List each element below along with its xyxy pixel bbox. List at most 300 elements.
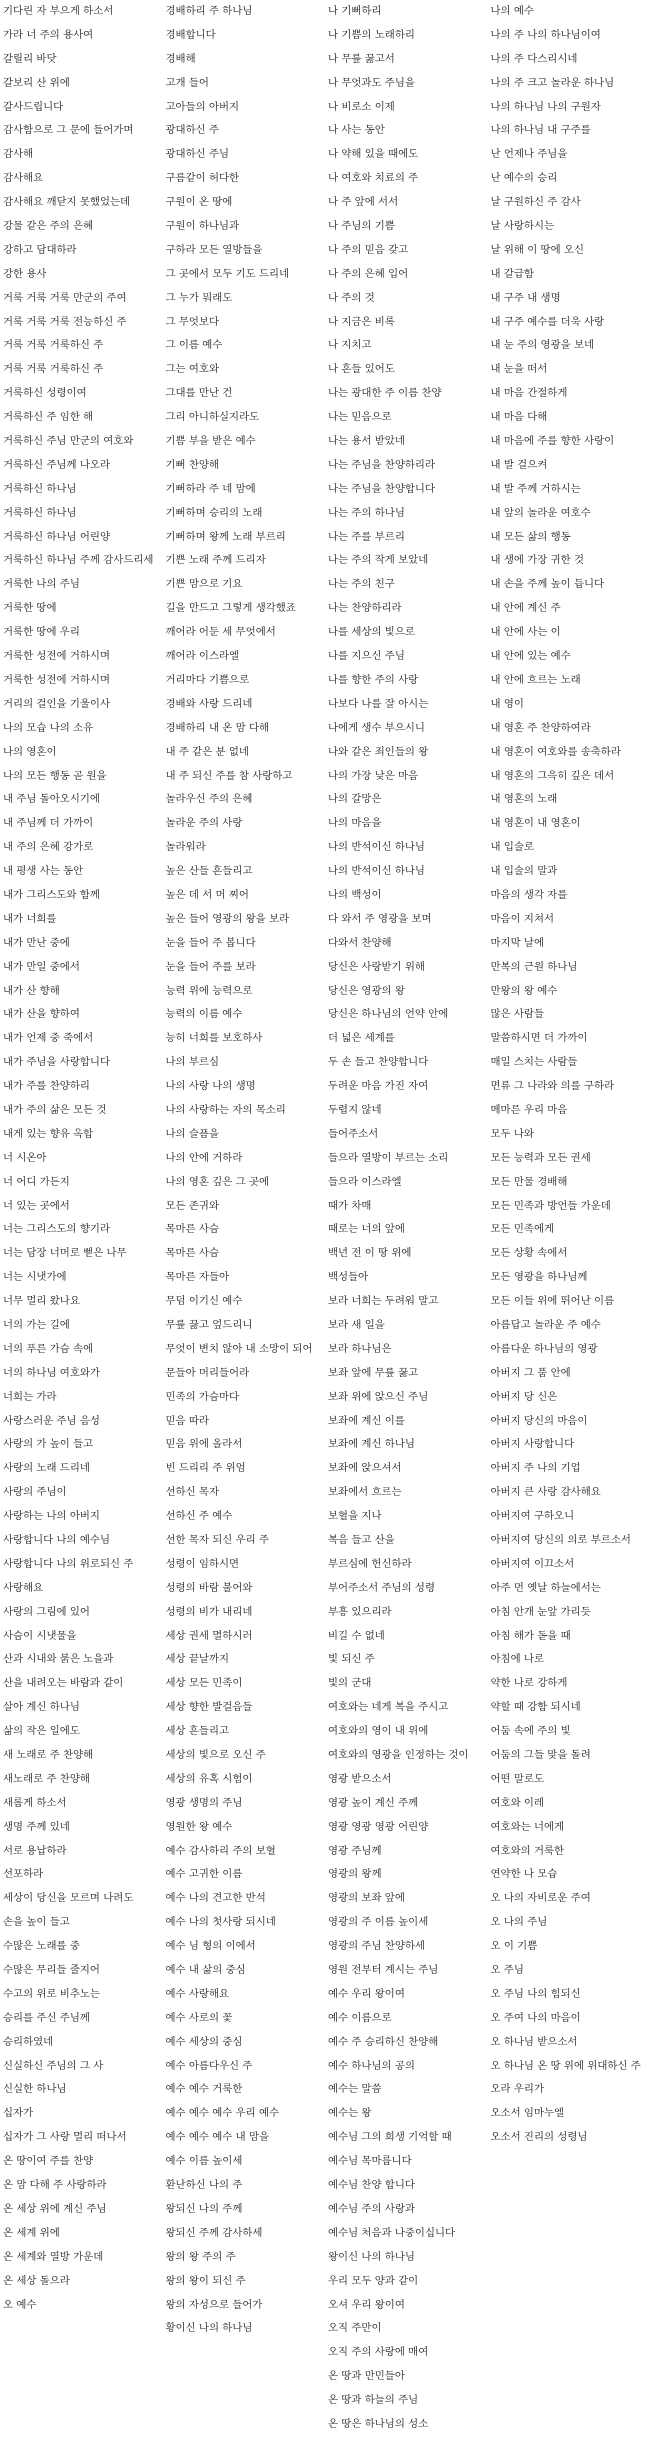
song-title: 모든 만물 경배해 bbox=[488, 1171, 650, 1195]
song-title: 갈보리 산 위에 bbox=[0, 72, 163, 96]
song-title: 선한 목자 되신 우리 주 bbox=[163, 1529, 326, 1553]
song-title: 예수 고귀한 이름 bbox=[163, 1863, 326, 1887]
song-title: 구름같이 허다한 bbox=[163, 167, 326, 191]
song-title: 나의 예수 bbox=[488, 0, 650, 24]
song-title: 고아들의 아버지 bbox=[163, 96, 326, 120]
song-title: 당신은 영광의 왕 bbox=[325, 980, 488, 1004]
song-title: 모든 민족과 방언들 가운데 bbox=[488, 1195, 650, 1219]
song-title: 여호와의 영광을 인정하는 것이 bbox=[325, 1744, 488, 1768]
song-title: 약한 나로 강하게 bbox=[488, 1672, 650, 1696]
song-title: 나 비로소 이제 bbox=[325, 96, 488, 120]
song-title: 그대를 만난 건 bbox=[163, 382, 326, 406]
song-title: 예수님 주의 사랑과 bbox=[325, 2198, 488, 2222]
song-title: 나의 반석이신 하나님 bbox=[325, 860, 488, 884]
song-title: 빛의 군대 bbox=[325, 1672, 488, 1696]
song-title: 때가 차매 bbox=[325, 1195, 488, 1219]
song-title: 예수 예수 거룩한 bbox=[163, 2078, 326, 2102]
song-title: 다 와서 주 영광을 보며 bbox=[325, 908, 488, 932]
song-title: 거리마다 기쁨으로 bbox=[163, 669, 326, 693]
song-title: 내 주님께 더 가까이 bbox=[0, 812, 163, 836]
song-title: 세상 권세 멸하시러 bbox=[163, 1625, 326, 1649]
song-title: 사랑합니다 나의 예수님 bbox=[0, 1529, 163, 1553]
song-title: 모든 상황 속에서 bbox=[488, 1242, 650, 1266]
song-title: 기쁨 부을 받은 예수 bbox=[163, 430, 326, 454]
song-title: 여호와의 거룩한 bbox=[488, 1840, 650, 1864]
song-title: 목마른 자들아 bbox=[163, 1266, 326, 1290]
song-title: 예수 우리 왕이여 bbox=[325, 1983, 488, 2007]
song-title: 나 기쁨의 노래하리 bbox=[325, 24, 488, 48]
song-title: 기뻐하며 왕께 노래 부르리 bbox=[163, 526, 326, 550]
song-title: 거룩 거룩 거룩 전능하신 주 bbox=[0, 311, 163, 335]
song-title: 들으라 이스라엘 bbox=[325, 1171, 488, 1195]
song-title: 수고의 위로 비추노는 bbox=[0, 1983, 163, 2007]
song-title: 세상의 유혹 시험이 bbox=[163, 1768, 326, 1792]
song-title: 빈 드리리 주 위엄 bbox=[163, 1457, 326, 1481]
song-title: 여호와의 영이 내 위에 bbox=[325, 1720, 488, 1744]
song-title: 고개 들어 bbox=[163, 72, 326, 96]
song-title: 감사함으로 그 문에 들어가며 bbox=[0, 119, 163, 143]
song-title: 나 무엇과도 주님을 bbox=[325, 72, 488, 96]
song-title: 내 생에 가장 귀한 것 bbox=[488, 549, 650, 573]
song-title: 나 사는 동안 bbox=[325, 119, 488, 143]
song-title: 감사해 bbox=[0, 143, 163, 167]
song-title: 나는 주님을 찬양하리라 bbox=[325, 454, 488, 478]
song-title: 예수 사로의 꽃 bbox=[163, 2007, 326, 2031]
song-title: 강한 용사 bbox=[0, 263, 163, 287]
song-title: 나의 사랑 나의 생명 bbox=[163, 1075, 326, 1099]
song-title: 보라 너희는 두려워 말고 bbox=[325, 1290, 488, 1314]
song-title: 너의 가는 길에 bbox=[0, 1314, 163, 1338]
song-title: 복음 들고 산을 bbox=[325, 1529, 488, 1553]
song-title: 나는 믿음으로 bbox=[325, 406, 488, 430]
song-title: 여호와는 네게 복을 주시고 bbox=[325, 1696, 488, 1720]
song-title: 거룩 거룩 거룩하신 주 bbox=[0, 358, 163, 382]
song-title: 오 나의 자비로운 주여 bbox=[488, 1887, 650, 1911]
song-title: 보좌에 앉으셔서 bbox=[325, 1457, 488, 1481]
song-title: 능력 위에 능력으로 bbox=[163, 980, 326, 1004]
song-title: 모든 민족에게 bbox=[488, 1218, 650, 1242]
song-column-4 bbox=[488, 0, 650, 2150]
song-title: 세상 흔들리고 bbox=[163, 1720, 326, 1744]
song-title: 들으라 열방이 부르는 소리 bbox=[325, 1147, 488, 1171]
song-title: 들어주소서 bbox=[325, 1123, 488, 1147]
song-title: 아름답고 놀라운 주 예수 bbox=[488, 1314, 650, 1338]
song-title: 나 주의 은혜 입어 bbox=[325, 263, 488, 287]
song-title: 내 주 같은 분 없네 bbox=[163, 741, 326, 765]
song-title: 보좌에서 흐르는 bbox=[325, 1481, 488, 1505]
song-title: 오 하나님 받으소서 bbox=[488, 2031, 650, 2055]
song-title: 나는 주의 하나님 bbox=[325, 502, 488, 526]
song-title: 만왕의 왕 예수 bbox=[488, 980, 650, 1004]
song-title: 나 지금은 비록 bbox=[325, 311, 488, 335]
song-title: 생명 주께 있네 bbox=[0, 1816, 163, 1840]
song-title: 새노래로 주 찬양해 bbox=[0, 1768, 163, 1792]
song-title: 갈릴리 바닷 bbox=[0, 48, 163, 72]
song-title: 내 평생 사는 동안 bbox=[0, 860, 163, 884]
song-title: 아침에 나로 bbox=[488, 1648, 650, 1672]
song-title: 내가 산을 향하여 bbox=[0, 1003, 163, 1027]
song-title: 어떤 말로도 bbox=[488, 1768, 650, 1792]
song-title: 매일 스치는 사람들 bbox=[488, 1051, 650, 1075]
song-title: 내가 언제 중 죽에서 bbox=[0, 1027, 163, 1051]
song-title: 아버지여 이끄소서 bbox=[488, 1553, 650, 1577]
song-title: 선포하라 bbox=[0, 1863, 163, 1887]
song-title: 온 세계와 열방 가운데 bbox=[0, 2246, 163, 2270]
song-title: 만복의 근원 하나님 bbox=[488, 956, 650, 980]
song-title: 감사해요 깨닫지 못했었는데 bbox=[0, 191, 163, 215]
song-title: 오직 주의 사랑에 매여 bbox=[325, 2341, 488, 2365]
song-title: 예수 예수 예수 우리 예수 bbox=[163, 2102, 326, 2126]
song-title: 나 기뻐하리 bbox=[325, 0, 488, 24]
song-title: 나의 하나님 내 구주를 bbox=[488, 119, 650, 143]
song-title: 나의 갈망은 bbox=[325, 788, 488, 812]
song-title: 내 영혼의 노래 bbox=[488, 788, 650, 812]
song-title: 황이신 나의 하나님 bbox=[163, 2317, 326, 2341]
song-title: 오소서 진리의 성령님 bbox=[488, 2126, 650, 2150]
song-title: 여호와 이레 bbox=[488, 1792, 650, 1816]
song-title: 감사해요 bbox=[0, 167, 163, 191]
song-title: 빛 되신 주 bbox=[325, 1648, 488, 1672]
song-title: 메마른 우리 마음 bbox=[488, 1099, 650, 1123]
song-title: 오 주님 bbox=[488, 1959, 650, 1983]
song-title: 우리 모두 양과 같이 bbox=[325, 2270, 488, 2294]
song-title: 백년 전 이 땅 위에 bbox=[325, 1242, 488, 1266]
song-title: 영광 받으소서 bbox=[325, 1768, 488, 1792]
song-title: 온 세상 돌으라 bbox=[0, 2270, 163, 2294]
song-title: 거룩 거룩 거룩하신 주 bbox=[0, 334, 163, 358]
song-title: 오 나의 주님 bbox=[488, 1911, 650, 1935]
song-title: 내가 그리스도와 함께 bbox=[0, 884, 163, 908]
song-title: 내 마음 간절하게 bbox=[488, 382, 650, 406]
song-title: 사랑의 그림에 있어 bbox=[0, 1601, 163, 1625]
song-title: 나 여호와 치료의 주 bbox=[325, 167, 488, 191]
song-title: 신실한 하나님 bbox=[0, 2078, 163, 2102]
song-title: 새롭게 하소서 bbox=[0, 1792, 163, 1816]
song-title: 영광의 주님 찬양하세 bbox=[325, 1935, 488, 1959]
song-title: 거룩하신 주님 만군의 여호와 bbox=[0, 430, 163, 454]
song-title: 영원 전부터 계시는 주님 bbox=[325, 1959, 488, 1983]
song-title: 능력의 이름 예수 bbox=[163, 1003, 326, 1027]
song-title: 아버지여 구하오니 bbox=[488, 1505, 650, 1529]
song-title: 아버지 당신의 마음이 bbox=[488, 1410, 650, 1434]
song-title: 사랑합니다 나의 위로되신 주 bbox=[0, 1553, 163, 1577]
song-title: 예수 사랑해요 bbox=[163, 1983, 326, 2007]
song-title: 내 모든 삶의 행동 bbox=[488, 526, 650, 550]
song-title: 두려운 마음 가진 자여 bbox=[325, 1075, 488, 1099]
song-title: 아침 안개 눈앞 가리듯 bbox=[488, 1601, 650, 1625]
song-title: 부어주소서 주님의 성령 bbox=[325, 1577, 488, 1601]
song-title: 예수는 왕 bbox=[325, 2102, 488, 2126]
song-title: 아버지 그 품 안에 bbox=[488, 1362, 650, 1386]
song-title: 오직 주만이 bbox=[325, 2317, 488, 2341]
song-title: 나와 같은 죄인들의 왕 bbox=[325, 741, 488, 765]
song-title: 수많은 무리들 줄지어 bbox=[0, 1959, 163, 1983]
song-title: 왕의 자성으로 들어가 bbox=[163, 2294, 326, 2318]
song-title: 나를 세상의 빛으로 bbox=[325, 621, 488, 645]
song-title: 너희는 가라 bbox=[0, 1386, 163, 1410]
song-title: 세상 끝날까지 bbox=[163, 1648, 326, 1672]
song-title: 성령이 임하시면 bbox=[163, 1553, 326, 1577]
song-title: 부르심에 헌신하라 bbox=[325, 1553, 488, 1577]
song-title: 아버지 당 신은 bbox=[488, 1386, 650, 1410]
song-title: 산을 내려오는 바람과 같이 bbox=[0, 1672, 163, 1696]
song-title: 나의 슬픔을 bbox=[163, 1123, 326, 1147]
song-title: 십자가 그 사랑 멀리 떠나서 bbox=[0, 2126, 163, 2150]
song-title: 선하신 주 예수 bbox=[163, 1505, 326, 1529]
song-title: 백성들아 bbox=[325, 1266, 488, 1290]
song-title: 목마른 사슴 bbox=[163, 1242, 326, 1266]
song-title: 비길 수 없네 bbox=[325, 1625, 488, 1649]
song-title: 나 무릎 꿇고서 bbox=[325, 48, 488, 72]
song-title: 성령의 비가 내리네 bbox=[163, 1601, 326, 1625]
song-title: 민족의 가슴마다 bbox=[163, 1386, 326, 1410]
song-title: 내 주님 돌아오시기에 bbox=[0, 788, 163, 812]
song-title: 세상이 당신을 모르며 나려도 bbox=[0, 1887, 163, 1911]
song-title: 난 언제나 주님을 bbox=[488, 143, 650, 167]
song-title: 내 발 주께 거하시는 bbox=[488, 478, 650, 502]
song-title: 살아 계신 하나님 bbox=[0, 1696, 163, 1720]
song-title: 온 세상 위에 계신 주님 bbox=[0, 2198, 163, 2222]
song-title: 그 곳에서 모두 기도 드리네 bbox=[163, 263, 326, 287]
song-title: 다와서 찬양해 bbox=[325, 932, 488, 956]
song-title: 나의 모든 행동 곧 원을 bbox=[0, 765, 163, 789]
song-title: 놀라워라 bbox=[163, 836, 326, 860]
song-title: 날 구원하신 주 감사 bbox=[488, 191, 650, 215]
song-column-1 bbox=[0, 0, 163, 2317]
song-title: 경배하리 내 온 맘 다해 bbox=[163, 717, 326, 741]
song-title: 눈을 들어 주를 보라 bbox=[163, 956, 326, 980]
song-title: 나의 가장 낮은 마음 bbox=[325, 765, 488, 789]
song-title: 기쁜 노래 주께 드리자 bbox=[163, 549, 326, 573]
song-title: 아버지 사랑합니다 bbox=[488, 1433, 650, 1457]
song-title: 보좌 앞에 무릎 꿇고 bbox=[325, 1362, 488, 1386]
song-title: 사랑하는 나의 아버지 bbox=[0, 1505, 163, 1529]
song-title: 마지막 날에 bbox=[488, 932, 650, 956]
song-title: 아버지여 당신의 의로 부르소서 bbox=[488, 1529, 650, 1553]
song-title: 나를 지으신 주님 bbox=[325, 645, 488, 669]
song-title: 내 앞의 놀라운 여호수 bbox=[488, 502, 650, 526]
song-title: 왕의 왕이 되신 주 bbox=[163, 2270, 326, 2294]
song-title: 보좌 위에 앉으신 주님 bbox=[325, 1386, 488, 1410]
song-title: 너는 그리스도의 향기라 bbox=[0, 1218, 163, 1242]
song-title: 거룩 거룩 거룩 만군의 주여 bbox=[0, 287, 163, 311]
song-title: 온 땅과 만민들아 bbox=[325, 2365, 488, 2389]
song-title: 나의 백성이 bbox=[325, 884, 488, 908]
song-title: 가라 너 주의 용사여 bbox=[0, 24, 163, 48]
song-title: 경배해 bbox=[163, 48, 326, 72]
song-title: 구원이 온 땅에 bbox=[163, 191, 326, 215]
song-title: 모든 이들 위에 뛰어난 이름 bbox=[488, 1290, 650, 1314]
song-title: 승리를 주신 주님께 bbox=[0, 2007, 163, 2031]
song-title: 온 세계 위에 bbox=[0, 2222, 163, 2246]
song-title: 당신은 사랑받기 위해 bbox=[325, 956, 488, 980]
song-title: 기뻐 찬양해 bbox=[163, 454, 326, 478]
song-title: 내가 만일 중에서 bbox=[0, 956, 163, 980]
song-title: 높은 데 서 머 찌어 bbox=[163, 884, 326, 908]
song-title: 경배하리 주 하나님 bbox=[163, 0, 326, 24]
song-title: 내가 주의 삶은 모든 것 bbox=[0, 1099, 163, 1123]
song-title: 거룩하신 하나님 bbox=[0, 478, 163, 502]
song-title: 믿음 위에 올라서 bbox=[163, 1433, 326, 1457]
song-title: 내 마음에 주를 향한 사랑이 bbox=[488, 430, 650, 454]
song-title: 내 갈급함 bbox=[488, 263, 650, 287]
song-title: 그는 여호와 bbox=[163, 358, 326, 382]
song-title: 내 입술로 bbox=[488, 836, 650, 860]
song-title: 아름다운 하나님의 영광 bbox=[488, 1338, 650, 1362]
song-title: 연약한 나 모습 bbox=[488, 1863, 650, 1887]
song-title: 왕의 왕 주의 주 bbox=[163, 2246, 326, 2270]
song-title: 나 주님의 기쁨 bbox=[325, 215, 488, 239]
song-title: 모두 나와 bbox=[488, 1123, 650, 1147]
song-title: 영광의 주 이름 높이세 bbox=[325, 1911, 488, 1935]
song-title: 난 예수의 승리 bbox=[488, 167, 650, 191]
song-title: 예수 예수 예수 내 맘을 bbox=[163, 2126, 326, 2150]
song-title: 내 마음 다해 bbox=[488, 406, 650, 430]
song-title: 두 손 들고 찬양합니다 bbox=[325, 1051, 488, 1075]
song-title: 거룩한 성전에 거하시며 bbox=[0, 669, 163, 693]
song-title: 광대하신 주님 bbox=[163, 143, 326, 167]
song-title: 예수 주 승리하신 찬양해 bbox=[325, 2031, 488, 2055]
song-title: 사랑의 가 높이 들고 bbox=[0, 1433, 163, 1457]
song-title: 여호와는 너에게 bbox=[488, 1816, 650, 1840]
song-title: 거룩하신 하나님 주께 감사드리세 bbox=[0, 549, 163, 573]
song-title: 믿음 따라 bbox=[163, 1410, 326, 1434]
song-title: 산과 시내와 붉은 노을과 bbox=[0, 1648, 163, 1672]
song-title: 사랑해요 bbox=[0, 1577, 163, 1601]
song-title: 나는 주의 작게 보았네 bbox=[325, 549, 488, 573]
song-title: 목마른 사슴 bbox=[163, 1218, 326, 1242]
song-title: 내 발 걸으켜 bbox=[488, 454, 650, 478]
song-title: 나 지치고 bbox=[325, 334, 488, 358]
song-title: 거룩하신 주님께 나오라 bbox=[0, 454, 163, 478]
song-title: 십자가 bbox=[0, 2102, 163, 2126]
song-title: 예수는 말씀 bbox=[325, 2078, 488, 2102]
song-title: 나는 주님을 찬양합니다 bbox=[325, 478, 488, 502]
song-title: 말씀하시면 더 가까이 bbox=[488, 1027, 650, 1051]
song-title: 나의 부르심 bbox=[163, 1051, 326, 1075]
song-title: 영광 생명의 주님 bbox=[163, 1792, 326, 1816]
song-title: 삶의 작은 일에도 bbox=[0, 1720, 163, 1744]
song-title: 부흥 있으리라 bbox=[325, 1601, 488, 1625]
song-title: 보좌에 계신 이를 bbox=[325, 1410, 488, 1434]
song-title: 오 주님 나의 힘되신 bbox=[488, 1983, 650, 2007]
song-title: 눈을 들어 주 봅니다 bbox=[163, 932, 326, 956]
song-title: 약할 때 강함 되시네 bbox=[488, 1696, 650, 1720]
song-title: 보라 새 일을 bbox=[325, 1314, 488, 1338]
song-title: 영광 영광 영광 어린양 bbox=[325, 1816, 488, 1840]
song-title: 너의 하나님 여호와가 bbox=[0, 1362, 163, 1386]
song-title: 승리하였네 bbox=[0, 2031, 163, 2055]
song-title: 너는 담장 너머로 뻗은 나무 bbox=[0, 1242, 163, 1266]
song-title: 예수 아름다우신 주 bbox=[163, 2055, 326, 2079]
song-title: 더 넓은 세계를 bbox=[325, 1027, 488, 1051]
song-title: 너 시온아 bbox=[0, 1147, 163, 1171]
song-title: 거룩하신 성령이여 bbox=[0, 382, 163, 406]
song-title: 영광 높이 계신 주께 bbox=[325, 1792, 488, 1816]
song-title: 문들아 머리들어라 bbox=[163, 1362, 326, 1386]
song-title: 내게 있는 향유 옥합 bbox=[0, 1123, 163, 1147]
song-title: 내가 주님을 사랑합니다 bbox=[0, 1051, 163, 1075]
song-title: 무릎 끓고 엎드리니 bbox=[163, 1314, 326, 1338]
song-title: 오 예수 bbox=[0, 2294, 163, 2318]
song-title: 나의 영혼 깊은 그 곳에 bbox=[163, 1171, 326, 1195]
song-title: 영광의 보좌 앞에 bbox=[325, 1887, 488, 1911]
song-title: 나는 광대한 주 이름 찬양 bbox=[325, 382, 488, 406]
song-title: 나 주의 것 bbox=[325, 287, 488, 311]
song-title: 구원이 하나님과 bbox=[163, 215, 326, 239]
song-title: 왕되신 나의 주께 bbox=[163, 2198, 326, 2222]
song-title: 때로는 너의 앞에 bbox=[325, 1218, 488, 1242]
song-title: 나의 주 나의 하나님이여 bbox=[488, 24, 650, 48]
song-title: 나는 주의 친구 bbox=[325, 573, 488, 597]
song-title: 예수님 처음과 나중이십니다 bbox=[325, 2222, 488, 2246]
song-title: 거룩하신 하나님 어린양 bbox=[0, 526, 163, 550]
song-title: 경배합니다 bbox=[163, 24, 326, 48]
song-title: 나는 주를 부르리 bbox=[325, 526, 488, 550]
song-title: 내 눈을 떠서 bbox=[488, 358, 650, 382]
song-title: 경배와 사랑 드리네 bbox=[163, 693, 326, 717]
song-title: 온 맘 다해 주 사랑하라 bbox=[0, 2174, 163, 2198]
song-title: 왕이신 나의 하나님 bbox=[325, 2246, 488, 2270]
song-column-3 bbox=[325, 0, 488, 2437]
song-title: 내가 만난 중에 bbox=[0, 932, 163, 956]
song-title: 구하라 모든 열방들을 bbox=[163, 239, 326, 263]
song-title: 놀라운 주의 사랑 bbox=[163, 812, 326, 836]
song-title: 깨어라 이스라엘 bbox=[163, 645, 326, 669]
song-title: 나 주 앞에 서서 bbox=[325, 191, 488, 215]
song-title: 내 영혼이 내 영혼이 bbox=[488, 812, 650, 836]
song-title: 강물 같은 주의 은혜 bbox=[0, 215, 163, 239]
song-title: 내 주 되신 주를 참 사랑하고 bbox=[163, 765, 326, 789]
song-title: 어둠의 그들 맞을 돌려 bbox=[488, 1744, 650, 1768]
song-title: 오셔 우리 왕이여 bbox=[325, 2294, 488, 2318]
song-title: 기다린 자 부으게 하소서 bbox=[0, 0, 163, 24]
song-title: 모든 영광을 하나님께 bbox=[488, 1266, 650, 1290]
song-title: 영광의 왕께 bbox=[325, 1863, 488, 1887]
song-title: 환난하신 나의 주 bbox=[163, 2174, 326, 2198]
song-title: 사랑의 노래 드리네 bbox=[0, 1457, 163, 1481]
song-title: 거룩한 땅에 bbox=[0, 597, 163, 621]
song-title: 너 있는 곳에서 bbox=[0, 1195, 163, 1219]
song-title: 거룩한 땅에 우리 bbox=[0, 621, 163, 645]
song-title: 내 눈 주의 영광을 보네 bbox=[488, 334, 650, 358]
song-title: 예수 이름 높이세 bbox=[163, 2150, 326, 2174]
song-title: 강하고 담대하라 bbox=[0, 239, 163, 263]
song-title: 예수 내 삶의 중심 bbox=[163, 1959, 326, 1983]
song-title: 내 안에 계신 주 bbox=[488, 597, 650, 621]
song-title: 사슴이 시냇물을 bbox=[0, 1625, 163, 1649]
song-title: 그 무엇보다 bbox=[163, 311, 326, 335]
song-title: 모든 존귀와 bbox=[163, 1195, 326, 1219]
song-title: 내 주의 은혜 강가로 bbox=[0, 836, 163, 860]
song-title: 깨어라 어둔 세 무엇에서 bbox=[163, 621, 326, 645]
song-title: 수많은 노래를 중 bbox=[0, 1935, 163, 1959]
song-title: 나 약해 있을 때에도 bbox=[325, 143, 488, 167]
song-title: 예수 하나님의 공의 bbox=[325, 2055, 488, 2079]
song-title: 성령의 바람 불어와 bbox=[163, 1577, 326, 1601]
song-title: 손을 높이 들고 bbox=[0, 1911, 163, 1935]
song-title: 그 이름 예수 bbox=[163, 334, 326, 358]
song-title: 내 입술의 말과 bbox=[488, 860, 650, 884]
song-title: 나 흔들 있어도 bbox=[325, 358, 488, 382]
song-title: 모든 능력과 모든 권세 bbox=[488, 1147, 650, 1171]
song-title: 예수님 목마릅니다 bbox=[325, 2150, 488, 2174]
song-title: 나보다 나를 잘 아시는 bbox=[325, 693, 488, 717]
song-title: 너 어디 가든지 bbox=[0, 1171, 163, 1195]
song-title: 내 영혼 주 찬양하여라 bbox=[488, 717, 650, 741]
song-title: 아침 해가 돋을 때 bbox=[488, 1625, 650, 1649]
song-title: 세상 향한 발걸음들 bbox=[163, 1696, 326, 1720]
